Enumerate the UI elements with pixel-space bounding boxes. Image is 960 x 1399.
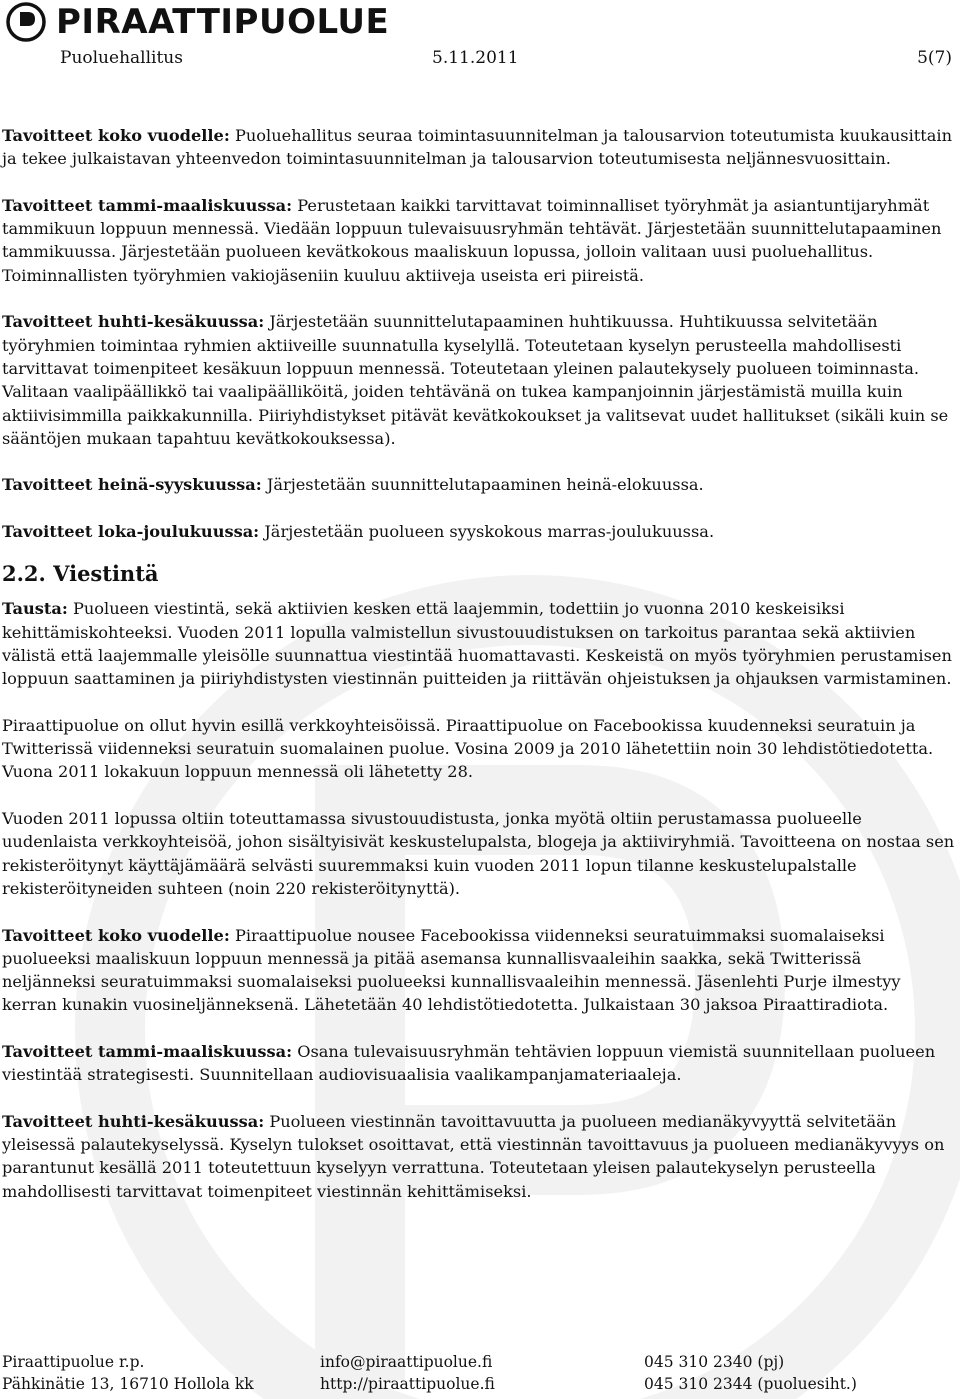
paragraph-text: Järjestetään suunnittelutapaaminen heinä-elokuussa.	[261, 475, 704, 495]
section-title: Viestintä	[53, 561, 159, 587]
header-doc-name: Puoluehallitus	[60, 48, 183, 68]
footer-email-link[interactable]: info@piraattipuolue.fi	[320, 1353, 493, 1371]
paragraph	[2, 1040, 957, 1087]
paragraph-text: Vuoden 2011 lopussa oltiin toteuttamassa sivustouudistusta, jonka myötä oltiin perustamassa puolueelle uudenlaista verkkoyhteisöä, johon sisältyisivät keskustelupalsta, blogeja ja aktiiviryhmiä. Tavoitteena on nostaa sen rekisteröitynyt käyttäjämäärä selvästi suuremmaksi kuin vuoden 2011 lopun tilanne keskustelupalstalle rekisteröityneiden suhteen (noin 220 rekisteröitynyttä).	[2, 809, 955, 898]
logo-wordmark: PIRAATTIPUOLUE	[56, 2, 390, 42]
paragraph-text: Osana tulevaisuusryhmän tehtävien loppuun viemistä suunnitellaan puolueen viestintää strategisesti. Suunnitellaan audiovisuaalisia vaalikampanjamateriaaleja.	[2, 1041, 936, 1085]
paragraph-label: Tavoitteet huhti-kesäkuussa:	[2, 1111, 265, 1131]
paragraph-text: Piraattipuolue on ollut hyvin esillä verkkoyhteisöissä. Piraattipuolue on Facebookissa kuudenneksi seuratuin ja Twitterissä viidenneksi seuratuin suomalainen puolue. Vosina 2009 ja 2010 lähetettiin noin 30 lehdistötiedotetta. Vuona 2011 lokakuun loppuun mennessä oli lähetetty 28.	[2, 715, 934, 782]
footer-contact-column	[320, 1351, 495, 1395]
paragraph-label: Tavoitteet koko vuodelle:	[2, 126, 230, 145]
paragraph	[2, 520, 957, 543]
document-body	[2, 124, 957, 1226]
pirate-sail-icon	[6, 2, 46, 42]
paragraph-text: Puoluehallitus seuraa toimintasuunnitelman ja talousarvion toteutumista kuukausittain ja tekee julkaistavan yhteenvedon toimintasuunnitelman ja talousarvion toteutumisesta neljännesvuosittain.	[2, 126, 953, 169]
paragraph-label: Tavoitteet huhti-kesäkuussa:	[2, 312, 265, 332]
footer-phone-secretary: 045 310 2344 (puoluesiht.)	[644, 1375, 857, 1393]
paragraph	[2, 714, 957, 784]
paragraph-label: Tausta:	[2, 599, 68, 619]
paragraph-text: Järjestetään puolueen syyskokous marras-joulukuussa.	[259, 522, 715, 542]
paragraph-label: Tavoitteet heinä-syyskuussa:	[2, 475, 262, 495]
paragraph-label: Tavoitteet tammi-maaliskuussa:	[2, 195, 293, 215]
section-number: 2.2.	[2, 561, 46, 587]
paragraph-text: Perustetaan kaikki tarvittavat toiminnalliset työryhmät ja asiantuntijaryhmät tammikuun loppuun mennessä. Viedään loppuun tulevaisuusryhmän tehtävät. Järjestetään suunnittelutapaaminen tammikuussa. Järjestetään puolueen kevätkokous maaliskuun lopussa, jolloin valitaan uusi puoluehallitus. Toiminnallisten työryhmien vakiojäseniin kuuluu aktiiveja useista eri piireistä.	[2, 195, 942, 285]
footer-address-column	[2, 1351, 254, 1395]
paragraph-text: Puolueen viestinnän tavoittavuutta ja puolueen medianäkyvyyttä selvitetään yleisessä palautekyselyssä. Kyselyn tulokset osoittavat, että viestinnän tavoittavuus ja puolueen medianäkyvyys on parantunut kesällä 2011 toteutettuun kyselyyn verrattuna. Toteutetaan yleisen palautekyselyn perusteella mahdollisesti tarvittavat toimenpiteet viestinnän kehittämiseksi.	[2, 1111, 945, 1201]
footer-phone-column	[644, 1351, 857, 1395]
paragraph	[2, 597, 957, 690]
header-date: 5.11.2011	[432, 48, 519, 68]
paragraph-label: Tavoitteet koko vuodelle:	[2, 925, 230, 945]
paragraph-text: Puolueen viestintä, sekä aktiivien kesken että laajemmin, todettiin jo vuonna 2010 keskeisiksi kehittämiskohteeksi. Vuoden 2011 lopulla valmistellun sivustouudistuksen on tarkoitus parantaa sekä aktiivien välistä että laajemmalle yleisölle suunnattua viestintää huomattavasti. Keskeistä on myös työryhmien perustamisen loppuun saattaminen ja piiriyhdistysten viestinnän puitteiden ja riittävän ohjeistuksen ja ohjauksen varmistaminen.	[2, 599, 952, 689]
footer-web-link[interactable]: http://piraattipuolue.fi	[320, 1375, 495, 1393]
footer-phone-chair: 045 310 2340 (pj)	[644, 1353, 785, 1371]
paragraph	[2, 124, 957, 171]
header-page-number: 5(7)	[917, 48, 952, 68]
footer-org: Piraattipuolue r.p.	[2, 1353, 145, 1371]
paragraph	[2, 807, 957, 900]
paragraph	[2, 924, 957, 1017]
paragraph	[2, 310, 957, 450]
section-heading	[2, 559, 957, 589]
paragraph-label: Tavoitteet loka-joulukuussa:	[2, 522, 260, 542]
paragraph-label: Tavoitteet tammi-maaliskuussa:	[2, 1041, 293, 1061]
footer-address: Pähkinätie 13, 16710 Hollola kk	[2, 1375, 254, 1393]
paragraph	[2, 194, 957, 287]
paragraph-text: Järjestetään suunnittelutapaaminen huhtikuussa. Huhtikuussa selvitetään työryhmien toimintaa ryhmien aktiiveille suunnatulla kyselyllä. Toteutetaan kyselyn perusteella mahdollisesti tarvittavat toimenpiteet kesäkuun loppuun mennessä. Toteutetaan yleinen palautekysely puolueen toiminnasta. Valitaan vaalipäällikkö tai vaalipäälliköitä, joiden tehtävänä on tukea kampanjoinnin järjestämistä muilla kuin aktiivisimmilla paikkakunnilla. Piiriyhdistykset pitävät kevätkokoukset ja valitsevat uudet hallitukset (sikäli kuin se sääntöjen mukaan tapahtuu kevätkokouksessa).	[2, 312, 949, 448]
paragraph	[2, 1110, 957, 1203]
paragraph	[2, 473, 957, 496]
header-logo	[6, 2, 389, 42]
paragraph-text: Piraattipuolue nousee Facebookissa viidenneksi seuratuimmaksi suomalaiseksi puolueeksi maaliskuun loppuun mennessä ja pitää asemansa kunnallisvaaleihin saakka, sekä Twitterissä neljänneksi seuratuimmaksi suomalaiseksi puolueeksi kunnallisvaaleihin mennessä. Jäsenlehti Purje ilmestyy kerran kunakin vuosineljänneksenä. Lähetetään 40 lehdistötiedotetta. Julkaistaan 30 jaksoa Piraattiradiota.	[2, 925, 901, 1015]
